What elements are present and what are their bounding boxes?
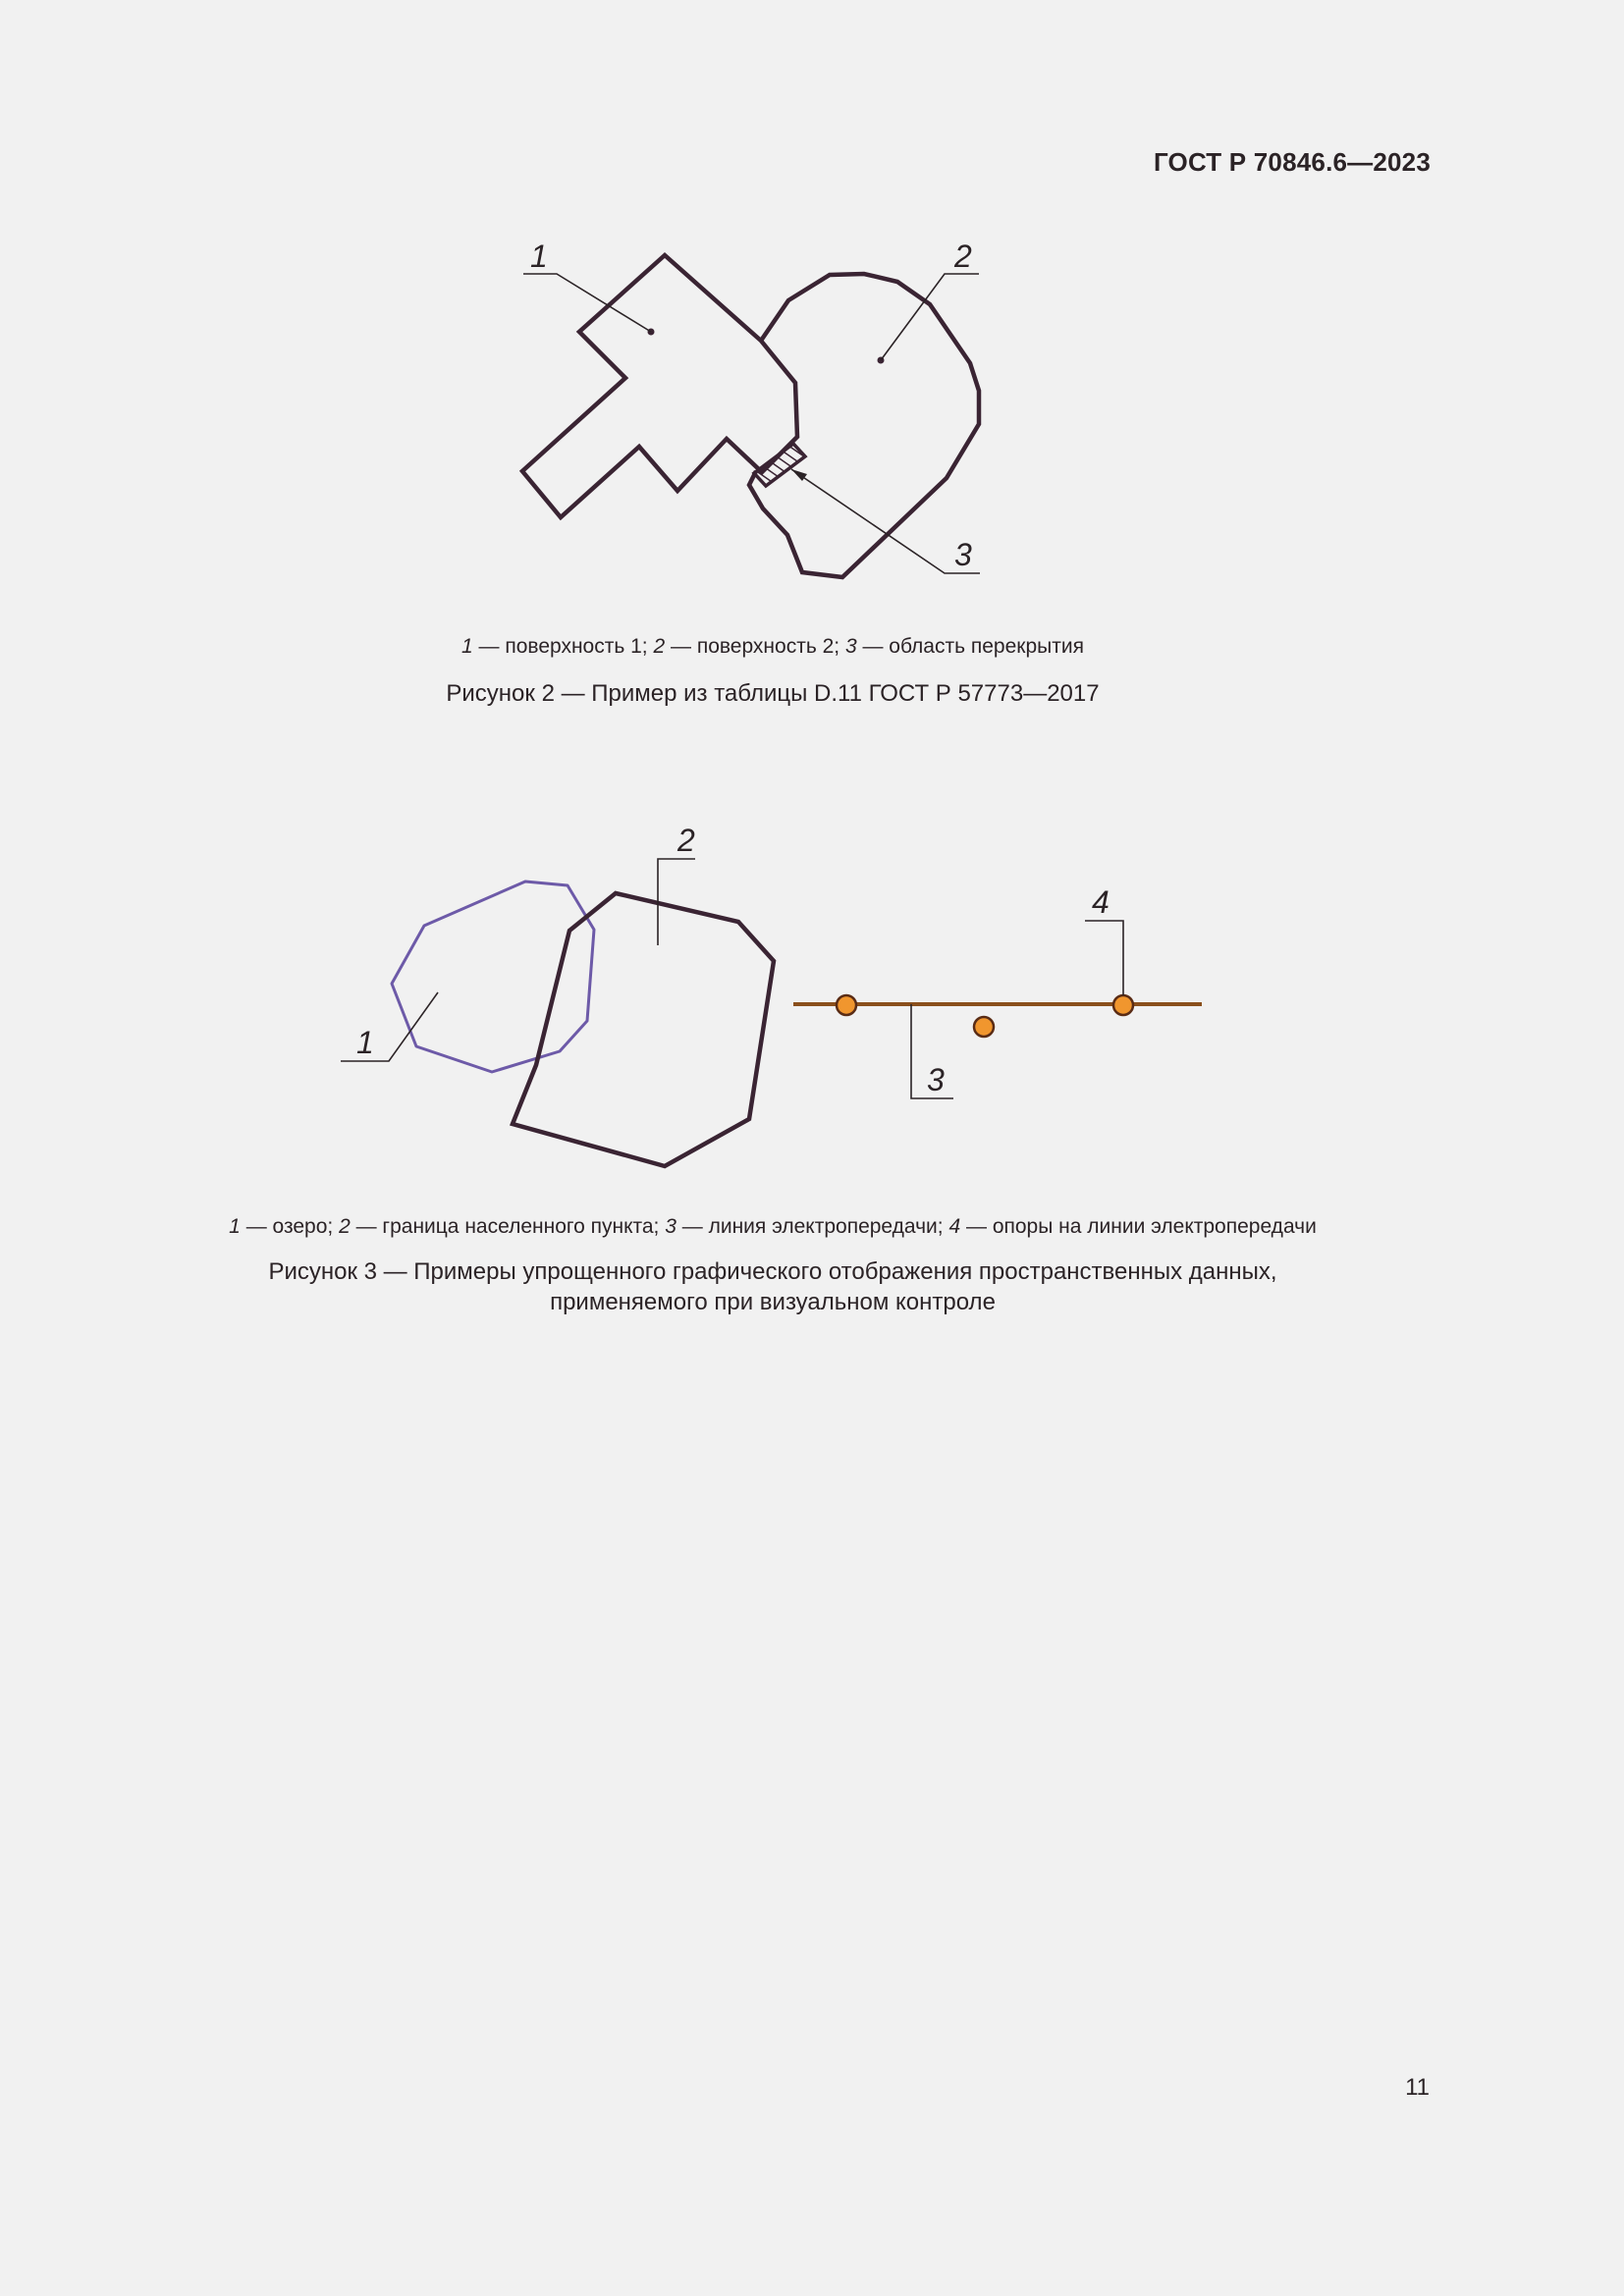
- power-pole-3: [1113, 995, 1133, 1015]
- legend-text-2: — поверхность 2;: [665, 635, 845, 658]
- legend-num-1: 1: [461, 635, 473, 658]
- settlement-boundary-outline: [513, 893, 774, 1166]
- figure-3-caption: [0, 1256, 1545, 1317]
- callout-pole: 4: [1092, 884, 1110, 920]
- legend3-text-2: — граница населенного пункта;: [350, 1215, 666, 1238]
- callout-3: 3: [954, 537, 972, 572]
- figure-2-caption: [0, 678, 1545, 709]
- legend-num-2: 2: [653, 635, 666, 658]
- figure-3-caption-line-1: Рисунок 3 — Примеры упрощенного графического отображения пространственных данных,: [268, 1258, 1277, 1285]
- callout-settlement: 2: [677, 823, 695, 858]
- legend3-num-1: 1: [229, 1215, 241, 1238]
- callout-2: 2: [954, 239, 972, 274]
- power-pole-1: [837, 995, 856, 1015]
- legend-text-1: — поверхность 1;: [472, 635, 654, 658]
- legend-text-3: — область перекрытия: [856, 635, 1084, 658]
- legend-num-3: 3: [844, 635, 857, 658]
- document-code: ГОСТ Р 70846.6—2023: [1153, 147, 1431, 177]
- leader-line-2: [881, 274, 979, 360]
- page-number: 11: [1405, 2074, 1430, 2101]
- surface-2-outline: [749, 274, 979, 577]
- overlap-area-hatched: [754, 444, 805, 486]
- legend3-num-3: 3: [665, 1215, 677, 1238]
- legend3-text-1: — озеро;: [240, 1215, 340, 1238]
- leader-line-pole: [1085, 921, 1123, 995]
- legend3-text-4: — опоры на линии электропередачи: [960, 1215, 1317, 1238]
- figure-2-caption-text: Рисунок 2 — Пример из таблицы D.11 ГОСТ Р 57773—2017: [446, 680, 1100, 707]
- legend3-text-3: — линия электропередачи;: [676, 1215, 949, 1238]
- figure-2-drawing: [0, 0, 1624, 628]
- leader-line-lake: [341, 992, 438, 1061]
- legend3-num-2: 2: [339, 1215, 351, 1238]
- callout-power-line: 3: [927, 1062, 945, 1097]
- surface-1-outline: [522, 255, 797, 517]
- figure-2-legend: [0, 635, 1545, 659]
- figure-3-drawing: [0, 805, 1624, 1198]
- callout-lake: 1: [356, 1025, 374, 1060]
- figure-3-caption-line-2: применяемого при визуальном контроле: [550, 1289, 996, 1315]
- figure-3-legend: [0, 1215, 1545, 1239]
- legend3-num-4: 4: [948, 1215, 961, 1238]
- lake-outline: [392, 881, 594, 1072]
- leader-line-3: [791, 469, 980, 573]
- power-pole-2: [974, 1017, 994, 1037]
- callout-1: 1: [530, 239, 548, 274]
